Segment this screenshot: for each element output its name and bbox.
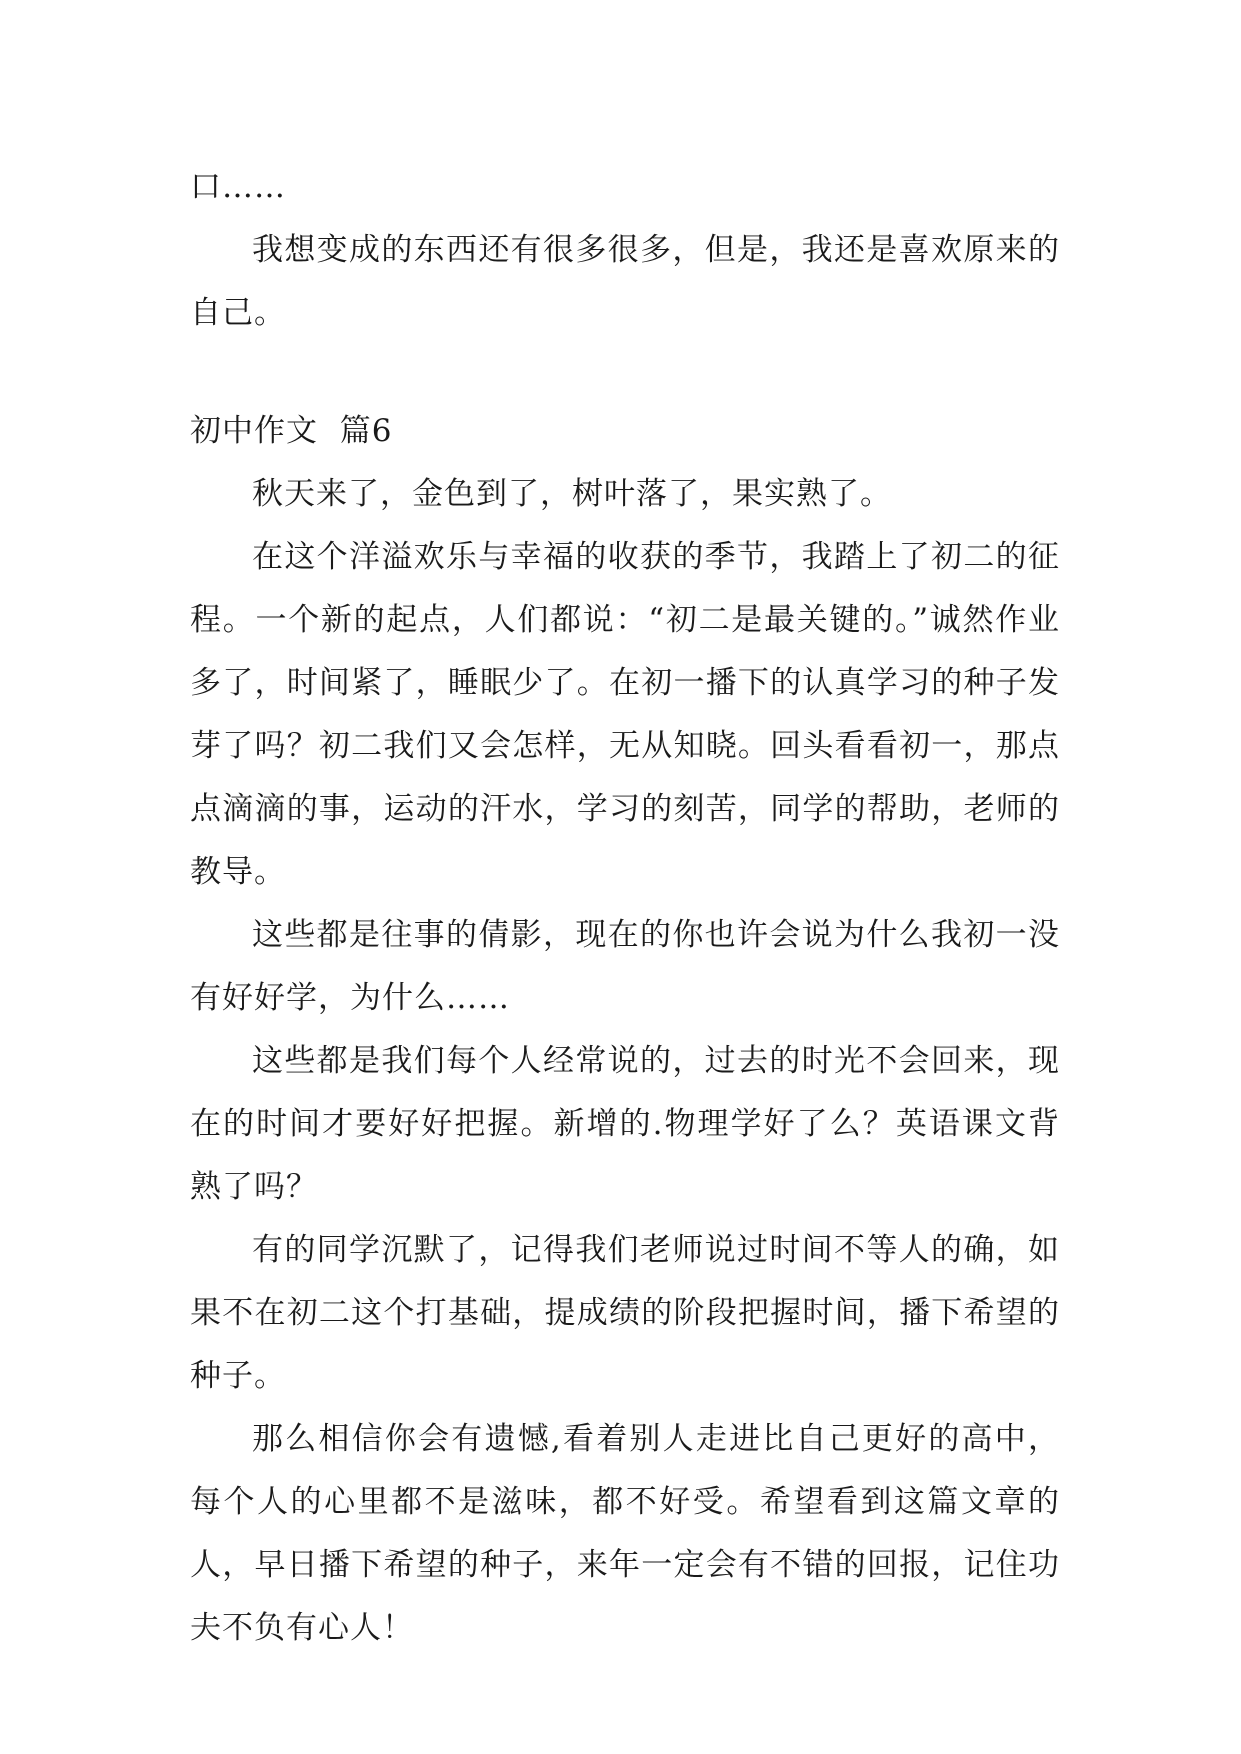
paragraph: 那么相信你会有遗憾,看着别人走进比自己更好的高中，每个人的心里都不是滋味，都不好受。希望看到这篇文章的人，早日播下希望的种子，来年一定会有不错的回报，记住功夫不负有心人！ xyxy=(190,1421,1060,1646)
paragraph: 这些都是往事的倩影，现在的你也许会说为什么我初一没有好好学，为什么…… xyxy=(190,917,1060,1016)
paragraph: 在这个洋溢欢乐与幸福的收获的季节，我踏上了初二的征程。一个新的起点，人们都说：“初二是最关键的。”诚然作业多了，时间紧了，睡眠少了。在初一播下的认真学习的种子发芽了吗？初二我们又会怎样，无从知晓。回头看看初一，那点点滴滴的事，运动的汗水，学习的刻苦，同学的帮助，老师的教导。 xyxy=(190,539,1060,890)
section-gap xyxy=(190,345,1060,400)
paragraph: 有的同学沉默了，记得我们老师说过时间不等人的确，如果不在初二这个打基础，提成绩的阶段把握时间，播下希望的种子。 xyxy=(190,1232,1060,1394)
section-heading: 初中作文 篇6 xyxy=(190,413,393,449)
paragraph-continuation: 口…… xyxy=(190,169,286,205)
paragraph: 秋天来了，金色到了，树叶落了，果实熟了。 xyxy=(252,476,892,512)
paragraph: 这些都是我们每个人经常说的，过去的时光不会回来，现在的时间才要好好把握。新增的.物理学好了么？英语课文背熟了吗？ xyxy=(190,1043,1060,1205)
paragraph: 我想变成的东西还有很多很多，但是，我还是喜欢原来的自己。 xyxy=(190,232,1060,331)
document-body xyxy=(190,156,1060,1660)
